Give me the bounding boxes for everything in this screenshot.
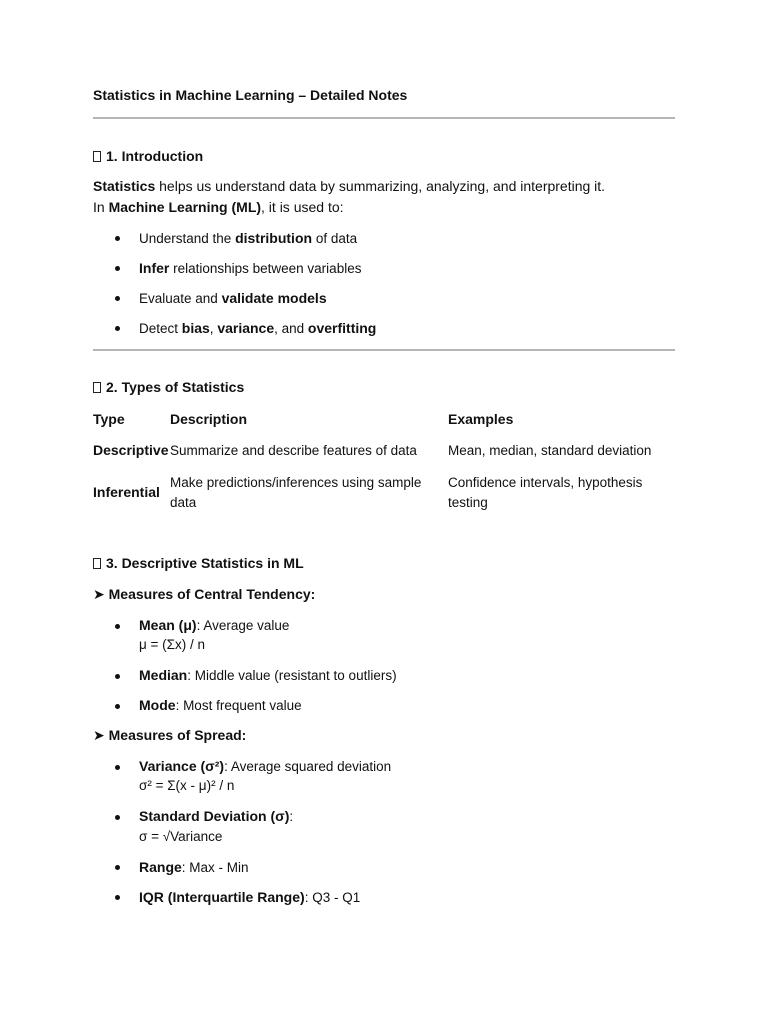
list-item: Mean (μ): Average value	[139, 617, 290, 633]
section-heading-descriptive: 3. Descriptive Statistics in ML	[93, 555, 304, 571]
table-header-examples: Examples	[448, 411, 514, 427]
subheading-central-tendency: ➤ Measures of Central Tendency:	[93, 586, 316, 602]
list-item: Mode: Most frequent value	[139, 697, 302, 713]
bullet-icon	[115, 296, 120, 301]
formula: μ = (Σx) / n	[139, 637, 206, 652]
intro-paragraph-line1: Statistics helps us understand data by summarizing, analyzing, and interpreting it.	[93, 178, 606, 194]
list-item: Evaluate and validate models	[139, 290, 327, 306]
divider	[93, 117, 675, 119]
table-cell-examples: Mean, median, standard deviation	[448, 443, 652, 458]
bullet-icon	[115, 895, 120, 900]
list-item: Detect bias, variance, and overfitting	[139, 320, 377, 336]
checkbox-glyph-icon	[93, 558, 101, 569]
table-header-description: Description	[170, 411, 248, 427]
bullet-icon	[115, 865, 120, 870]
divider	[93, 349, 675, 351]
table-cell-description: data	[170, 495, 197, 510]
formula: σ² = Σ(x - μ)² / n	[139, 778, 235, 793]
checkbox-glyph-icon	[93, 382, 101, 393]
list-item: Standard Deviation (σ):	[139, 808, 294, 824]
intro-paragraph-line2: In Machine Learning (ML), it is used to:	[93, 199, 344, 215]
checkbox-glyph-icon	[93, 151, 101, 162]
subheading-spread: ➤ Measures of Spread:	[93, 727, 247, 743]
bullet-icon	[115, 236, 120, 241]
table-cell-type: Descriptive	[93, 442, 169, 458]
section-heading-introduction: 1. Introduction	[93, 148, 203, 164]
table-cell-examples: Confidence intervals, hypothesis	[448, 475, 643, 490]
list-item: Infer relationships between variables	[139, 260, 362, 276]
table-cell-type: Inferential	[93, 484, 160, 500]
document-title: Statistics in Machine Learning – Detailed Notes	[93, 87, 408, 103]
bullet-icon	[115, 765, 120, 770]
table-header-type: Type	[93, 411, 125, 427]
bullet-icon	[115, 624, 120, 629]
list-item: IQR (Interquartile Range): Q3 - Q1	[139, 889, 361, 905]
bullet-icon	[115, 674, 120, 679]
list-item: Range: Max - Min	[139, 859, 249, 875]
formula: σ = √Variance	[139, 829, 223, 844]
section-heading-types: 2. Types of Statistics	[93, 379, 244, 395]
bullet-icon	[115, 326, 120, 331]
bullet-icon	[115, 266, 120, 271]
table-cell-description: Summarize and describe features of data	[170, 443, 417, 458]
list-item: Understand the distribution of data	[139, 230, 358, 246]
bullet-icon	[115, 704, 120, 709]
bullet-icon	[115, 815, 120, 820]
list-item: Median: Middle value (resistant to outliers)	[139, 667, 397, 683]
table-cell-examples: testing	[448, 495, 488, 510]
list-item: Variance (σ²): Average squared deviation	[139, 758, 392, 774]
table-cell-description: Make predictions/inferences using sample	[170, 475, 422, 490]
